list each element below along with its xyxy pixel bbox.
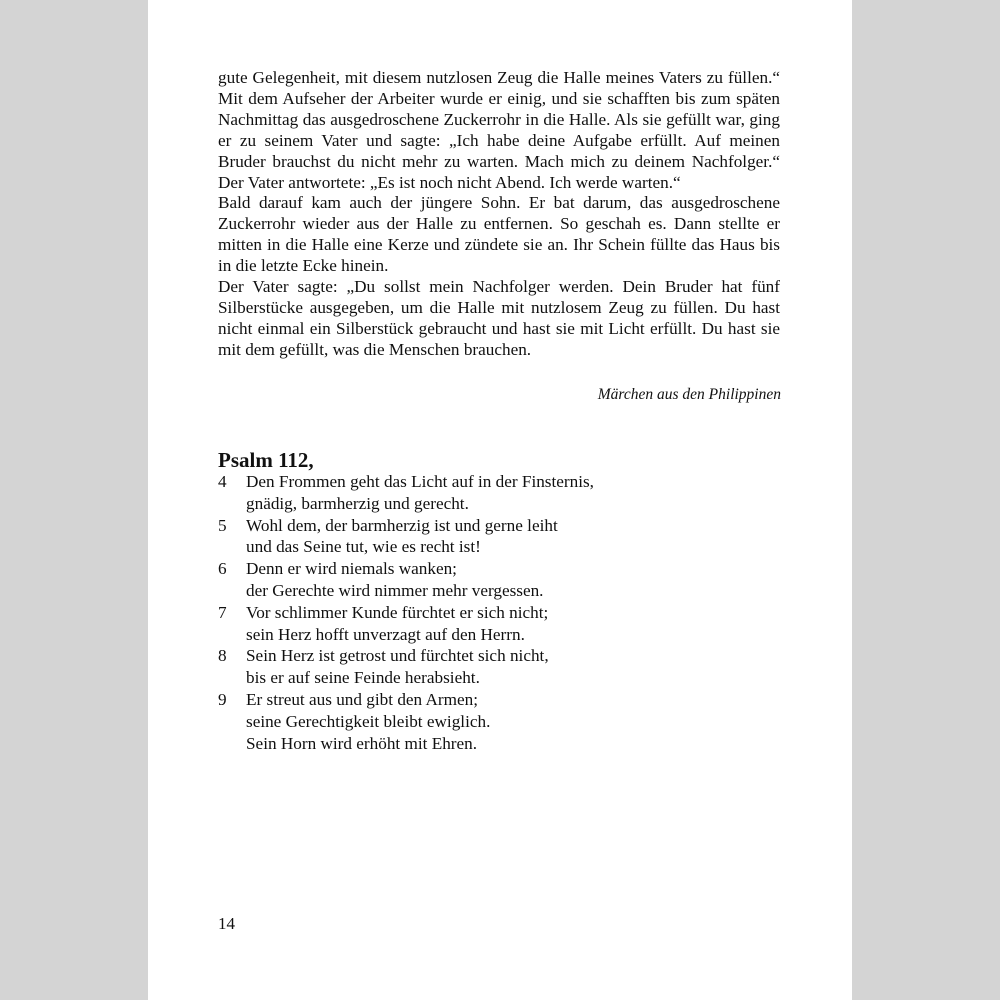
psalm-verse <box>218 602 718 646</box>
verse-line: der Gerechte wird nimmer mehr vergessen. <box>246 580 544 600</box>
verse-number: 8 <box>218 646 227 666</box>
story-attribution: Märchen aus den Philippinen <box>597 386 781 403</box>
verse-line: Denn er wird niemals wanken; <box>246 559 457 579</box>
verse-line: Vor schlimmer Kunde fürchtet er sich nicht; <box>246 602 549 622</box>
psalm-title: Psalm 112, <box>218 448 314 472</box>
psalm-verse <box>218 645 718 689</box>
story-paragraph: Bald darauf kam auch der jüngere Sohn. Er bat darum, das ausgedroschene Zuckerrohr wieder aus der Halle zu entfernen. So geschah es. Dann stellte er mitten in die Halle eine Kerze und zündete sie an. Ihr Schein füllte das Haus bis in die letzte Ecke hinein. <box>218 193 780 276</box>
verse-line: sein Herz hofft unverzagt auf den Herrn. <box>246 624 525 644</box>
psalm-verse <box>218 471 718 515</box>
verse-number: 5 <box>218 515 227 535</box>
psalm-verse <box>218 689 718 754</box>
verse-line: und das Seine tut, wie es recht ist! <box>246 537 481 557</box>
psalm-verse <box>218 558 718 602</box>
verse-number: 7 <box>218 602 227 622</box>
story-paragraph: Der Vater sagte: „Du sollst mein Nachfolger werden. Dein Bruder hat fünf Silberstücke ausgegeben, um die Halle mit nutzlosem Zeug zu füllen. Du hast nicht einmal ein Silberstück gebraucht und hast sie mit Licht erfüllt. Du hast sie mit dem gefüllt, was die Menschen brauchen. <box>218 277 780 359</box>
verse-number: 4 <box>218 472 227 491</box>
verse-line: Er streut aus und gibt den Armen; <box>246 689 478 709</box>
psalm-verse <box>218 515 718 559</box>
story-paragraph: gute Gelegenheit, mit diesem nutzlosen Zeug die Halle meines Vaters zu füllen.“ Mit dem Aufseher der Arbeiter wurde er einig, und sie schafften bis zum späten Nachmittag das ausgedroschene Zuckerrohr in die Halle. Als sie gefüllt war, ging er zu seinem Vater und sagte: „Ich habe deine Aufgabe erfüllt. Auf meinen Bruder brauchst du nicht mehr zu warten. Mach mich zu deinem Nachfolger.“ Der Vater antwortete: „Es ist noch nicht Abend. Ich werde warten.“ <box>218 68 780 192</box>
psalm-verses <box>218 471 718 754</box>
verse-number: 6 <box>218 559 227 579</box>
verse-line: Sein Horn wird erhöht mit Ehren. <box>246 733 478 753</box>
verse-line: Sein Herz ist getrost und fürchtet sich nicht, <box>246 646 549 666</box>
verse-line: Wohl dem, der barmherzig ist und gerne leiht <box>246 515 558 535</box>
verse-line: bis er auf seine Feinde herabsieht. <box>246 668 480 688</box>
verse-line: seine Gerechtigkeit bleibt ewiglich. <box>246 711 491 731</box>
verse-line: Den Frommen geht das Licht auf in der Finsternis, <box>246 472 594 491</box>
story-text <box>218 68 780 361</box>
verse-number: 9 <box>218 689 227 709</box>
book-page <box>148 0 852 1000</box>
verse-line: gnädig, barmherzig und gerecht. <box>246 493 469 513</box>
page-number: 14 <box>218 914 235 933</box>
